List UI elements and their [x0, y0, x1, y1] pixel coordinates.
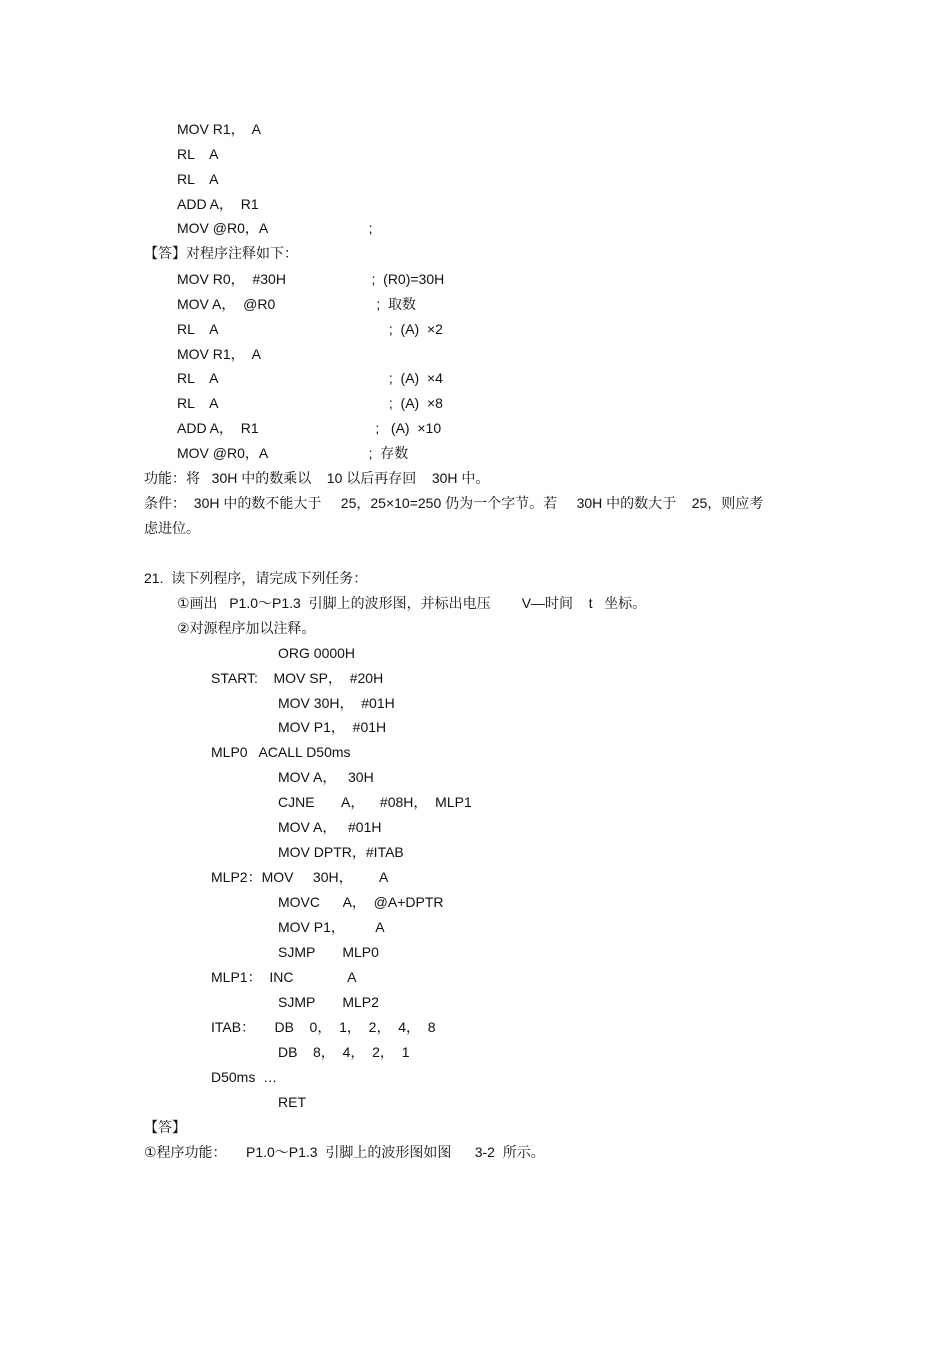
program-line: MLP1： INC A	[211, 969, 357, 985]
code-line-annotated: RL A ; (A) ×8	[177, 395, 443, 411]
program-line: MOV 30H， #01H	[278, 695, 395, 711]
code-line-mov-r0-a: MOV @R0，A ;	[177, 220, 373, 236]
answer-heading-2: 【答】	[144, 1119, 186, 1135]
program-line: SJMP MLP2	[278, 994, 379, 1010]
question-21-heading: 21. 读下列程序，请完成下列任务：	[144, 570, 368, 586]
program-line: DB 8， 4， 2， 1	[278, 1044, 410, 1060]
program-line: MOV P1， #01H	[278, 719, 387, 735]
function-description: 功能：将 30H 中的数乘以 10 以后再存回 30H 中。	[144, 470, 490, 486]
code-line-annotated: MOV R1， A	[177, 346, 262, 362]
code-line-annotated: MOV @R0，A ; 存数	[177, 445, 409, 461]
condition-description-cont: 虑进位。	[144, 520, 200, 536]
program-line: MOV A， 30H	[278, 769, 374, 785]
program-line: D50ms …	[211, 1069, 278, 1085]
program-line: CJNE A， #08H， MLP1	[278, 794, 472, 810]
code-line-mov-r1-a: MOV R1， A	[177, 121, 262, 137]
program-line: MLP2：MOV 30H， A	[211, 869, 389, 885]
code-line-annotated: MOV A， @R0 ; 取数	[177, 296, 417, 312]
question-task-1: ①画出 P1.0～P1.3 引脚上的波形图，并标出电压 V—时间 t 坐标。	[177, 595, 647, 611]
program-line: MOV A， #01H	[278, 819, 382, 835]
program-line: MOV DPTR，#ITAB	[278, 844, 404, 860]
program-line: RET	[278, 1094, 306, 1110]
code-line-annotated: RL A ; (A) ×4	[177, 370, 443, 386]
answer-heading: 【答】对程序注释如下：	[144, 245, 298, 261]
code-line-rl-a-1: RL A	[177, 146, 219, 162]
program-line: ITAB： DB 0， 1， 2， 4， 8	[211, 1019, 436, 1035]
program-line: SJMP MLP0	[278, 944, 379, 960]
code-line-annotated: ADD A， R1 ; (A) ×10	[177, 420, 442, 436]
program-line: ORG 0000H	[278, 645, 356, 661]
code-line-rl-a-2: RL A	[177, 171, 219, 187]
program-line: MOV P1， A	[278, 919, 385, 935]
code-line-annotated: RL A ; (A) ×2	[177, 321, 443, 337]
code-line-annotated: MOV R0， #30H ; (R0)=30H	[177, 271, 445, 287]
program-line: MOVC A， @A+DPTR	[278, 894, 444, 910]
question-task-2: ②对源程序加以注释。	[177, 620, 316, 636]
program-line: START: MOV SP， #20H	[211, 670, 384, 686]
program-function-answer: ①程序功能： P1.0～P1.3 引脚上的波形图如图 3-2 所示。	[144, 1144, 545, 1160]
program-line: MLP0 ACALL D50ms	[211, 744, 351, 760]
condition-description: 条件： 30H 中的数不能大于 25，25×10=250 仍为一个字节。若 30H 中的数大于 25，则应考	[144, 495, 764, 511]
code-line-add-a-r1: ADD A， R1	[177, 196, 259, 212]
